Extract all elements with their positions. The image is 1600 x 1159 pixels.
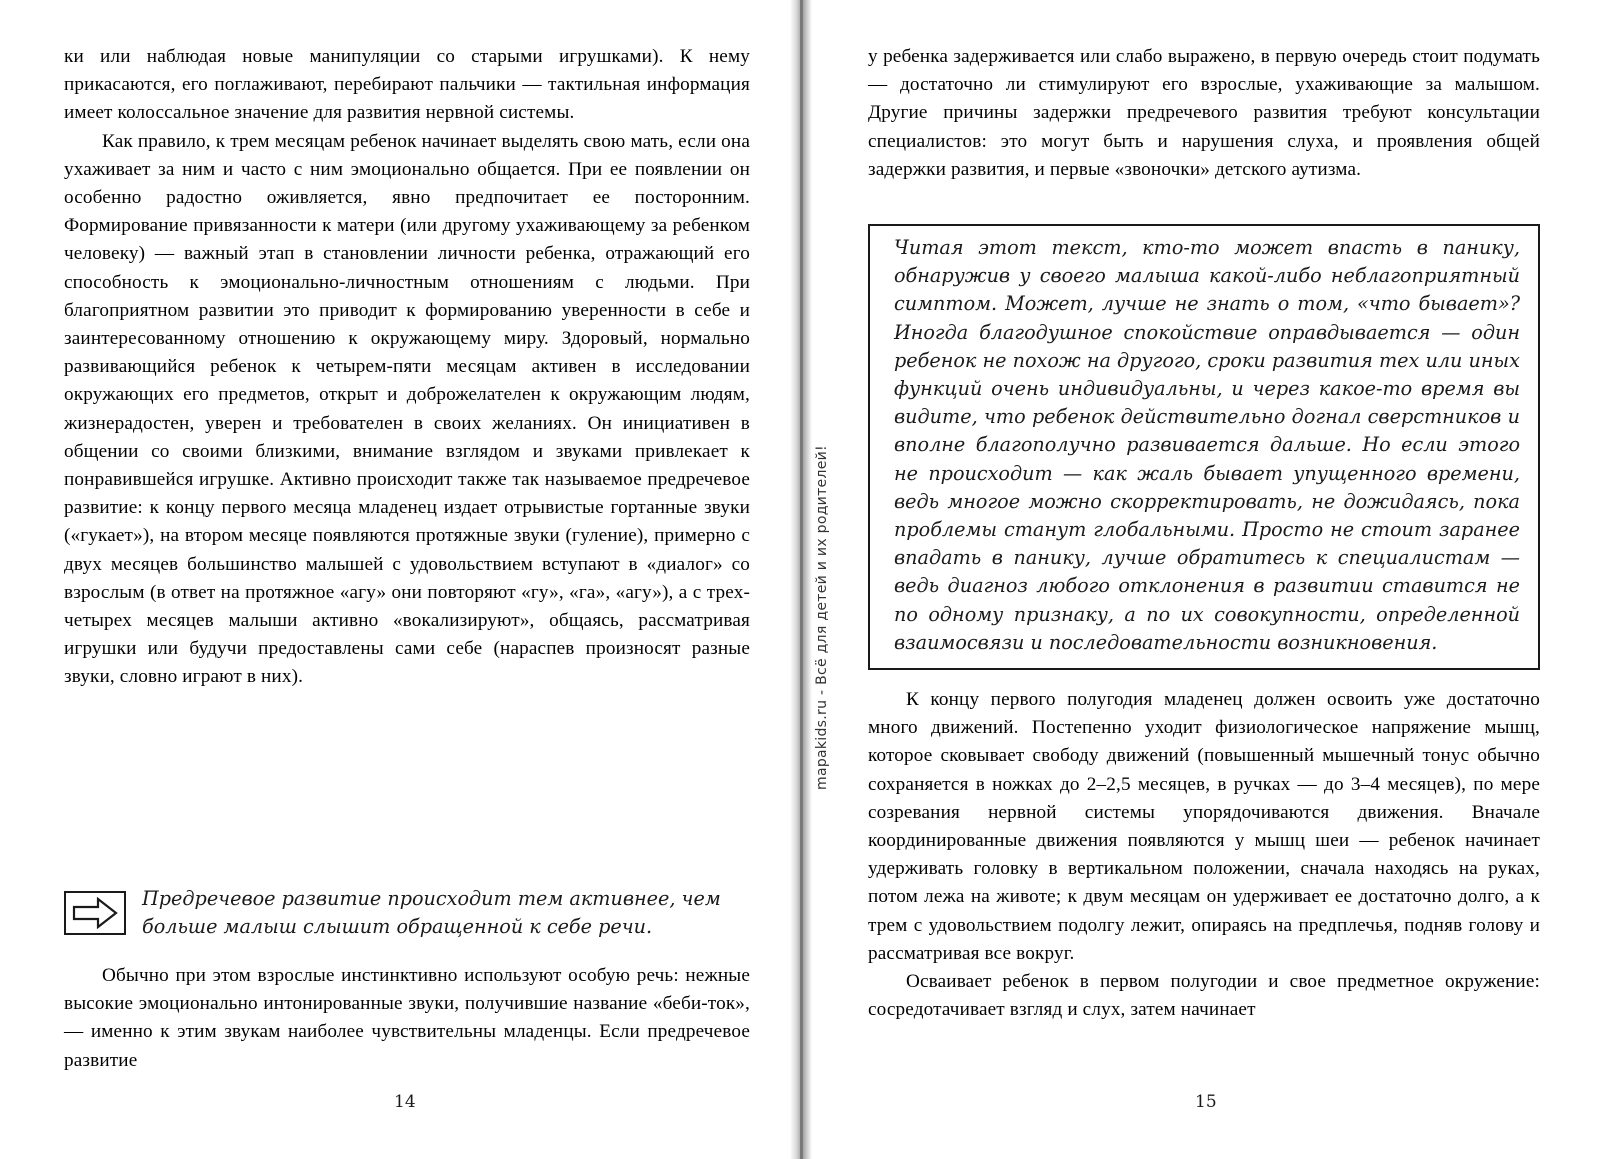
right-page-text-bottom <box>868 686 1540 1024</box>
arrow-right-icon <box>64 891 126 935</box>
left-page-note <box>64 885 750 945</box>
right-paragraph-2: К концу первого полугодия младенец должен освоить уже достаточно много движений. Постепенно уходит физиологическое напряжение мышц, которое сковывает свободу движений (повышенный мышечный тонус обычно сохраняется в ножках до 2–2,5 месяцев, в ручках — до 3–4 месяцев), по мере созревания нервной системы упорядочиваются движения. Вначале координированные движения появляются у мышц шеи — ребенок начинает удерживать головку в вертикальном положении, сначала находясь на руках, потом лежа на животе; к двум месяцам он удерживает ее достаточно долго, а к трем с удовольствием подолгу лежит, опираясь на предплечья, подняв голову и рассматривая все вокруг. <box>868 689 1540 964</box>
note-text: Предречевое развитие происходит тем активнее, чем больше малыш слышит обращенной к себе речи. <box>142 887 721 939</box>
left-paragraph-2: Как правило, к трем месяцам ребенок начинает выделять свою мать, если она ухаживает за ним и часто с ним эмоционально общается. При ее появлении он особенно радостно оживляется, явно предпочитает ее посторонним. Формирование привязанности к матери (или другому ухаживающему за ребенком человеку) — важный этап в становлении личности ребенка, отражающий его способность к эмоционально-личностным отношениям с людьми. При благоприятном развитии это приводит к формированию уверенности в себе и заинтересованному отношению к окружающему миру. Здоровый, нормально развивающийся ребенок к четырем-пяти месяцам активен в исследовании окружающих его предметов, открыт и доброжелателен к окружающим людям, жизнерадостен, уверен и требователен в своих желаниях. Он инициативен в общении со своими близкими, внимание взглядом и звуками привлекает к понравившейся игрушке. Активно происходит также так называемое предречевое развитие: к концу первого месяца младенец издает отрывистые гортанные звуки («гукает»), на втором месяце появляются протяжные звуки (гуление), примерно с двух месяцев большинство малышей с удовольствием вступают в «диалог» со взрослым (в ответ на протяжное «агу» они повторяют «гу», «га», «агу»), а с трех-четырех месяцев малыши активно «вокализируют», общаясь, рассматривая игрушки или будучи предоставлены сами себе (нараспев произносят разные звуки, словно играют в них). <box>64 130 750 688</box>
right-paragraph-3: Осваивает ребенок в первом полугодии и свое предметное окружение: сосредотачивает взгляд и слух, затем начинает <box>868 971 1540 1021</box>
left-paragraph-3: Обычно при этом взрослые инстинктивно используют особую речь: нежные высокие эмоционально интонированные звуки, получившие название «беби-ток», — именно к этим звукам наиболее чувствительны младенцы. Если предречевое развитие <box>64 965 750 1071</box>
watermark-text: mapakids.ru - Всё для детей и их родителей! <box>814 445 830 790</box>
page-number-left: 14 <box>394 1092 416 1112</box>
left-page-text-bottom <box>64 962 750 1075</box>
right-page-text-top <box>868 43 1540 184</box>
page-number-right: 15 <box>1195 1092 1217 1112</box>
gutter-line <box>800 0 803 1159</box>
left-paragraph-1: ки или наблюдая новые манипуляции со старыми игрушками). К нему прикасаются, его поглаживают, перебирают пальчики — тактильная информация имеет колоссальное значение для развития нервной системы. <box>64 46 750 124</box>
warning-box-text: Читая этот текст, кто-то может впасть в панику, обнаружив у своего малыша какой-либо неблагоприятный симптом. Может, лучше не знать о том, «что бывает»? Иногда благодушное спокойствие оправдывается — один ребенок не похож на другого, сроки развития тех или иных функций очень индивидуальны, и через какое-то время вы видите, что ребенок действительно догнал сверстников и вполне благополучно развивается дальше. Но если этого не происходит — как жаль бывает упущенного времени, ведь многое можно скорректировать, не дожидаясь, пока проблемы станут глобальными. Просто не стоит заранее впадать в панику, лучше обратитесь к специалистам — ведь диагноз любого отклонения в развитии ставится не по одному признаку, а по их совокупности, определенной взаимосвязи и последовательности возникновения. <box>894 236 1520 654</box>
warning-box <box>868 224 1540 670</box>
watermark <box>814 445 836 790</box>
left-page-text-top <box>64 43 750 692</box>
right-paragraph-1: у ребенка задерживается или слабо выражено, в первую очередь стоит подумать — достаточно ли стимулируют его взрослые, ухаживающие за малышом. Другие причины задержки предречевого развития требуют консультации специалистов: это могут быть и нарушения слуха, и проявления общей задержки развития, и первые «звоночки» детского аутизма. <box>868 46 1540 180</box>
